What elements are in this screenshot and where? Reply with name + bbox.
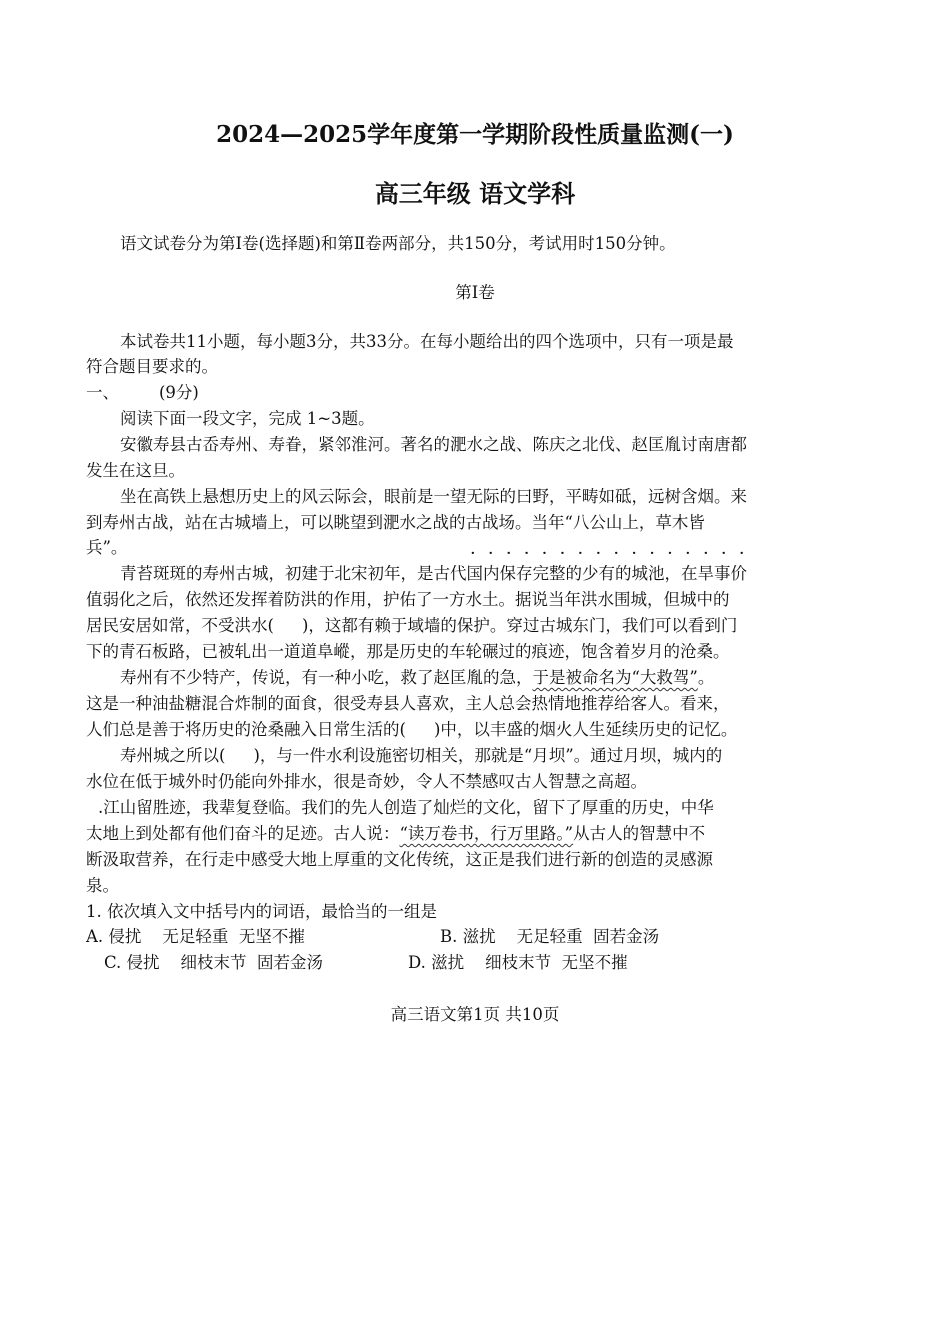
passage-line: 兵”。 (86, 538, 128, 557)
passage-line: 值弱化之后，依然还发挥着防洪的作用，护佑了一方水土。据说当年洪水围城，但城中的 (86, 590, 730, 609)
exam-subtitle: 高三年级 语文学科 (374, 179, 576, 208)
option-c[interactable]: C. 侵扰 细枝末节 固若金汤 (104, 953, 323, 972)
option-d[interactable]: D. 滋扰 细枝末节 无坚不摧 (408, 953, 628, 972)
passage-text: 。 (697, 668, 715, 687)
passage-line: 下的青石板路，已被轧出一道道阜嵷，那是历史的车轮碾过的痕迹，饱含着岁月的沧桑。 (86, 642, 730, 661)
options-row-1 (0, 925, 950, 949)
intro-text: 语文试卷分为第Ⅰ卷(选择题)和第Ⅱ卷两部分，共150分，考试用时150分钟。 (120, 234, 676, 253)
passage-line: 这是一种油盐糖混合炸制的面食，很受寿县人喜欢，主人总会热情地推荐给客人。看来， (86, 694, 730, 713)
question-stem: 1. 依次填入文中括号内的词语，最恰当的一组是 (86, 902, 437, 921)
passage-line: 发生在这旦。 (86, 461, 185, 480)
passage-text: 太地上到处都有他们奋斗的足迹。古人说： (86, 824, 400, 843)
passage-text: 寿州城之所以( (120, 746, 226, 765)
wavy-underlined-quote: “读万卷书，行万里路。” (399, 824, 574, 843)
passage-line: 青苔斑斑的寿州古城，初建于北宋初年，是古代国内保存完整的少有的城池，在旱事价 (120, 564, 747, 583)
passage-line: .江山留胜迹，我辈复登临。我们的先人创造了灿烂的文化，留下了厚重的历史，中华 (98, 798, 714, 817)
passage-line: 到寿州古战，站在古城墙上，可以眺望到淝水之战的古战场。当年“八公山上，草木皆 (86, 513, 705, 532)
part-one-heading (86, 381, 199, 405)
passage-line (86, 718, 737, 742)
option-a[interactable]: A. 侵扰 无足轻重 无坚不摧 (86, 927, 305, 946)
emphasis-dots: ················ (470, 543, 757, 564)
options-row-2 (0, 951, 950, 975)
passage-text: )，这都有赖于域墙的保护。穿过古城东门，我们可以看到门 (301, 616, 738, 635)
passage-text: 寿州有不少特产，传说，有一种小吃，救了赵匡胤的急， (120, 668, 533, 687)
exam-title: 2024—2025学年度第一学期阶段性质量监测(一) (216, 121, 734, 148)
part-direction: 阅读下面一段文字，完成 1~3题。 (120, 409, 375, 428)
passage-line: 坐在高铁上悬想历史上的风云际会，眼前是一望无际的曰野，平畴如砥，远树含烟。来 (120, 487, 747, 506)
passage-text: 居民安居如常，不受洪水( (86, 616, 274, 635)
page-footer: 高三语文第1页 共10页 (390, 1005, 560, 1024)
passage-text: 从古人的智慧中不 (573, 824, 706, 843)
passage-line (120, 744, 722, 768)
wavy-underlined-text: 于是被命名为“大救驾” (532, 668, 698, 687)
section-label: 第Ⅰ卷 (455, 283, 495, 302)
instructions-line-1: 本试卷共11小题，每小题3分，共33分。在每小题给出的四个选项中，只有一项是最 (120, 332, 734, 351)
instructions-line-2: 符合题目要求的。 (86, 357, 218, 376)
part-points: (9分) (159, 383, 199, 402)
option-b[interactable]: B. 滋扰 无足轻重 固若金汤 (440, 927, 660, 946)
part-number: 一、 (86, 383, 119, 402)
passage-text: )中，以丰盛的烟火人生延续历史的记忆。 (433, 720, 738, 739)
passage-line (120, 666, 714, 690)
passage-line: 泉。 (86, 876, 119, 895)
passage-line (86, 822, 705, 846)
passage-line (86, 614, 737, 638)
passage-line: 断汲取营养，在行走中感受大地上厚重的文化传统，这正是我们进行新的创造的灵感源 (86, 850, 713, 869)
passage-line: 水位在低于城外时仍能向外排水，很是奇妙，令人不禁感叹古人智慧之高超。 (86, 772, 647, 791)
passage-line: 安徽寿县古岙寿州、寿眷，紧邻淮河。著名的淝水之战、陈庆之北伐、赵匡胤讨南唐都 (120, 435, 747, 454)
passage-text: )，与一件水利设施密切相关，那就是“月坝”。通过月坝，城内的 (253, 746, 723, 765)
passage-text: 人们总是善于将历史的沧桑融入日常生活的( (86, 720, 406, 739)
